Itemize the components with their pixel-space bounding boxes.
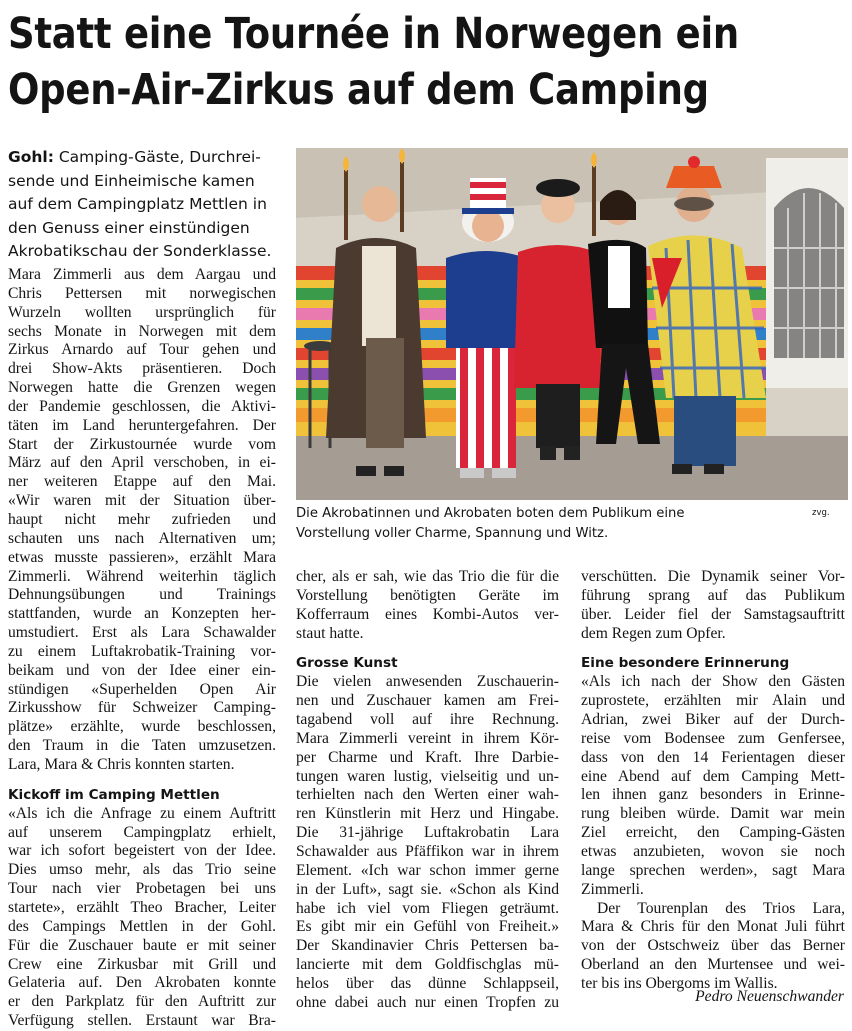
text-line: Start der Zirkustournée wurde vom <box>8 435 276 453</box>
text-line: sechs Monate in Norwegen mit dem <box>8 322 276 340</box>
text-line: verschütten. Die Dynamik seiner Vor- <box>581 568 845 585</box>
text-line: Schawalder aus Pfäffikon war in ihrem <box>296 842 559 860</box>
text-line: von der Ostschweiz über das Berner <box>581 937 845 955</box>
lead-line: den Genuss einer einstündigen <box>8 218 250 237</box>
text-line: Verfügung stellen. Erstaunt war Bra- <box>8 1012 276 1030</box>
photo-caption-line: Die Akrobatinnen und Akrobaten boten dem Publikum eine <box>296 506 685 521</box>
text-line: ohne dabei auch nur einen Tropfen zu <box>296 993 559 1011</box>
text-line: «Als ich die Anfrage zu einem Auftritt <box>8 804 276 822</box>
text-line: Der Tourenplan des Trios Lara, <box>597 899 845 917</box>
text-line: «Wir waren mit der Situation über- <box>8 492 276 510</box>
text-line: staut hatte. <box>296 624 364 642</box>
text-line: Der Skandinavier Chris Pettersen ba- <box>296 937 559 955</box>
paragraph <box>8 266 276 775</box>
text-line: Norwegen hatte die Grenzen wegen <box>8 379 276 397</box>
lead-line: auf dem Campingplatz Mettlen in <box>8 195 267 214</box>
paragraph <box>581 568 845 643</box>
lead-place: Gohl: <box>8 148 54 166</box>
paragraph <box>581 673 845 899</box>
text-line: war ich sofort begeistert von der Idee. <box>8 842 276 860</box>
text-line: ter bis ins Obergoms im Wallis. <box>581 974 778 992</box>
text-line: etwas anzubieten, wovon sie noch <box>581 842 845 860</box>
text-line: habe ich viel vom Fliegen geträumt. <box>296 899 559 917</box>
text-line: in der Luft», sagt sie. «Schon als Kind <box>296 880 559 898</box>
headline-line-1: Statt eine Tournée in Norwegen ein <box>8 9 739 59</box>
text-line: Vorstellung benötigten Geräte im <box>296 586 559 604</box>
lead-line <box>8 146 288 170</box>
text-line: über. Leider fiel der Samstagsauftritt <box>581 605 845 623</box>
text-line: Lara, Mara & Chris konnten starten. <box>8 755 235 773</box>
paragraph <box>8 805 276 1031</box>
text-line: Wurzeln wollten ursprünglich für <box>8 303 276 321</box>
section-heading-erinnerung: Eine besondere Erinnerung <box>581 655 790 672</box>
text-line: Tour nach vier Probetagen bei uns <box>8 880 276 898</box>
text-line: cher, als er sah, wie das Trio die für die <box>296 568 559 585</box>
text-line: Ziel erreicht, den Camping-Gästen <box>581 824 845 842</box>
paragraph <box>296 568 559 643</box>
text-line: Die vielen anwesenden Zuschauerin- <box>296 673 559 691</box>
text-line: Dies umso mehr, als das Trio seine <box>8 861 276 879</box>
paragraph <box>296 673 559 1012</box>
text-line: lange sprechen werden», sagt Mara <box>581 861 845 879</box>
text-line: lancierte mit dem Goldfischglas mü- <box>296 956 559 974</box>
text-line: Zimmerli. <box>581 880 644 898</box>
text-line: zu einem Luftakrobatik-Training vor- <box>8 642 276 660</box>
text-line: täten im Land heruntergefahren. Der <box>8 416 276 434</box>
text-line: dem Regen zum Opfer. <box>581 624 726 642</box>
photo-credit: zvg. <box>812 508 830 518</box>
text-line: beikam und von der Idee einer ein- <box>8 661 276 679</box>
text-line: auf unserem Campingplatz erhielt, <box>8 823 276 841</box>
text-line: nen und Zuschauer kamen am Frei- <box>296 692 559 710</box>
text-line: den Traum in die Taten umzusetzen. <box>8 737 276 755</box>
headline-line-2: Open-Air-Zirkus auf dem Camping <box>8 65 709 115</box>
text-line: dass von den 14 Ferientagen dieser <box>581 748 845 766</box>
text-line: Crew eine Zirkusbar mit Grill und <box>8 955 276 973</box>
text-line: terhielten nach den Werten einer wah- <box>296 786 559 804</box>
text-line: umstudiert. Erst als Lara Schawalder <box>8 624 276 642</box>
article-column-2 <box>296 568 559 1013</box>
photo-caption <box>296 504 776 543</box>
text-line: eine Abend auf dem Camping Mett- <box>581 767 845 785</box>
text-line: Adrian, zwei Biker auf der Durch- <box>581 711 845 729</box>
text-line: Zirkus Arnardo auf Tour gehen und <box>8 341 276 359</box>
text-line: zuprostete, erzählten mir Alain und <box>581 692 845 710</box>
author-byline: Pedro Neuenschwander <box>695 988 844 1005</box>
text-line: der Pandemie geschlossen, die Aktivi- <box>8 397 276 415</box>
text-line: haupt nicht mehr zufrieden und <box>8 510 276 528</box>
lead-paragraph <box>8 146 288 264</box>
text-line: Die 31-jährige Luftakrobatin Lara <box>296 824 559 842</box>
text-line: März auf den April verschoben, in ei- <box>8 454 276 472</box>
article-photo <box>296 148 848 500</box>
text-line: reise vom Bodensee zum Genfersee, <box>581 729 845 747</box>
text-line: Oberland an den Murtensee und wei- <box>581 956 845 974</box>
performers-photo-illustration <box>296 148 848 500</box>
text-line: stündigen «Superhelden Open Air <box>8 680 276 698</box>
text-line: stattfanden, wurde an Konzepten her- <box>8 605 276 623</box>
text-line: Zirkusshow für Schweizer Camping- <box>8 699 276 717</box>
text-line: ren Künstlerin mit Herz und Hingabe. <box>296 805 559 823</box>
text-line: führung sprang auf das Publikum <box>581 586 845 604</box>
text-line: Element. «Ich war schon immer gerne <box>296 861 559 879</box>
text-line: Gelateria auf. Den Akrobaten konnte <box>8 974 276 992</box>
lead-line: sende und Einheimische kamen <box>8 171 255 190</box>
text-line: tungen waren lustig, vielseitig und un- <box>296 767 559 785</box>
text-line: plätze» erzählte, wurde beschlossen, <box>8 718 276 736</box>
text-line: ner weiteren Etappe auf den Mai. <box>8 473 276 491</box>
photo-caption-line: Vorstellung voller Charme, Spannung und Witz. <box>296 525 609 541</box>
text-line: Mara & Chris für den Monat Juli führt <box>581 918 845 936</box>
text-line: Mara Zimmerli aus dem Aargau und <box>8 266 276 283</box>
text-line: Kofferraum eines Kombi-Autos ver- <box>296 605 559 623</box>
paragraph <box>581 900 845 994</box>
section-heading-grosse-kunst: Grosse Kunst <box>296 655 398 672</box>
text-line: Es gibt mir ein Gefühl von Freiheit.» <box>296 918 559 936</box>
text-line: rung bleiben würde. Damit war mein <box>581 805 845 823</box>
section-heading-kickoff: Kickoff im Camping Mettlen <box>8 786 220 803</box>
text-line: Chris Pettersen mit norwegischen <box>8 284 276 302</box>
text-line: Dehnungsübungen und Trainings <box>8 586 276 604</box>
article-column-3 <box>581 568 845 994</box>
text-line: per Charme und Kraft. Ihre Darbie- <box>296 748 559 766</box>
text-line: tagabend voll auf ihre Rechnung. <box>296 711 559 729</box>
text-line: Für die Zuschauer baute er mit seiner <box>8 936 276 954</box>
text-line: er den Parkplatz für den Auftritt zur <box>8 993 276 1011</box>
text-line: etwas musste passieren», erzählt Mara <box>8 548 276 566</box>
text-line: Zimmerli. Während weiterhin täglich <box>8 567 276 585</box>
text-line: Mara Zimmerli vereint in ihrem Kör- <box>296 729 559 747</box>
text-line: «Als ich nach der Show den Gästen <box>581 673 845 691</box>
text-line: drei Show-Akts präsentieren. Doch <box>8 360 276 378</box>
text-line: len ihnen ganz besonders in Erinne- <box>581 786 845 804</box>
text-line: helos über das dünne Schlappseil, <box>296 974 559 992</box>
lead-line-text: Camping-Gäste, Durchrei- <box>58 148 261 166</box>
text-line: schauten uns nach Alternativen um; <box>8 529 276 547</box>
text-line: startete», erzählt Theo Bracher, Leiter <box>8 899 276 916</box>
headline <box>8 6 842 118</box>
text-line: des Campings Mettlen in der Gohl. <box>8 917 276 935</box>
article-column-1 <box>8 266 276 1031</box>
lead-line: Akrobatikschau der Sonderklasse. <box>8 242 272 261</box>
